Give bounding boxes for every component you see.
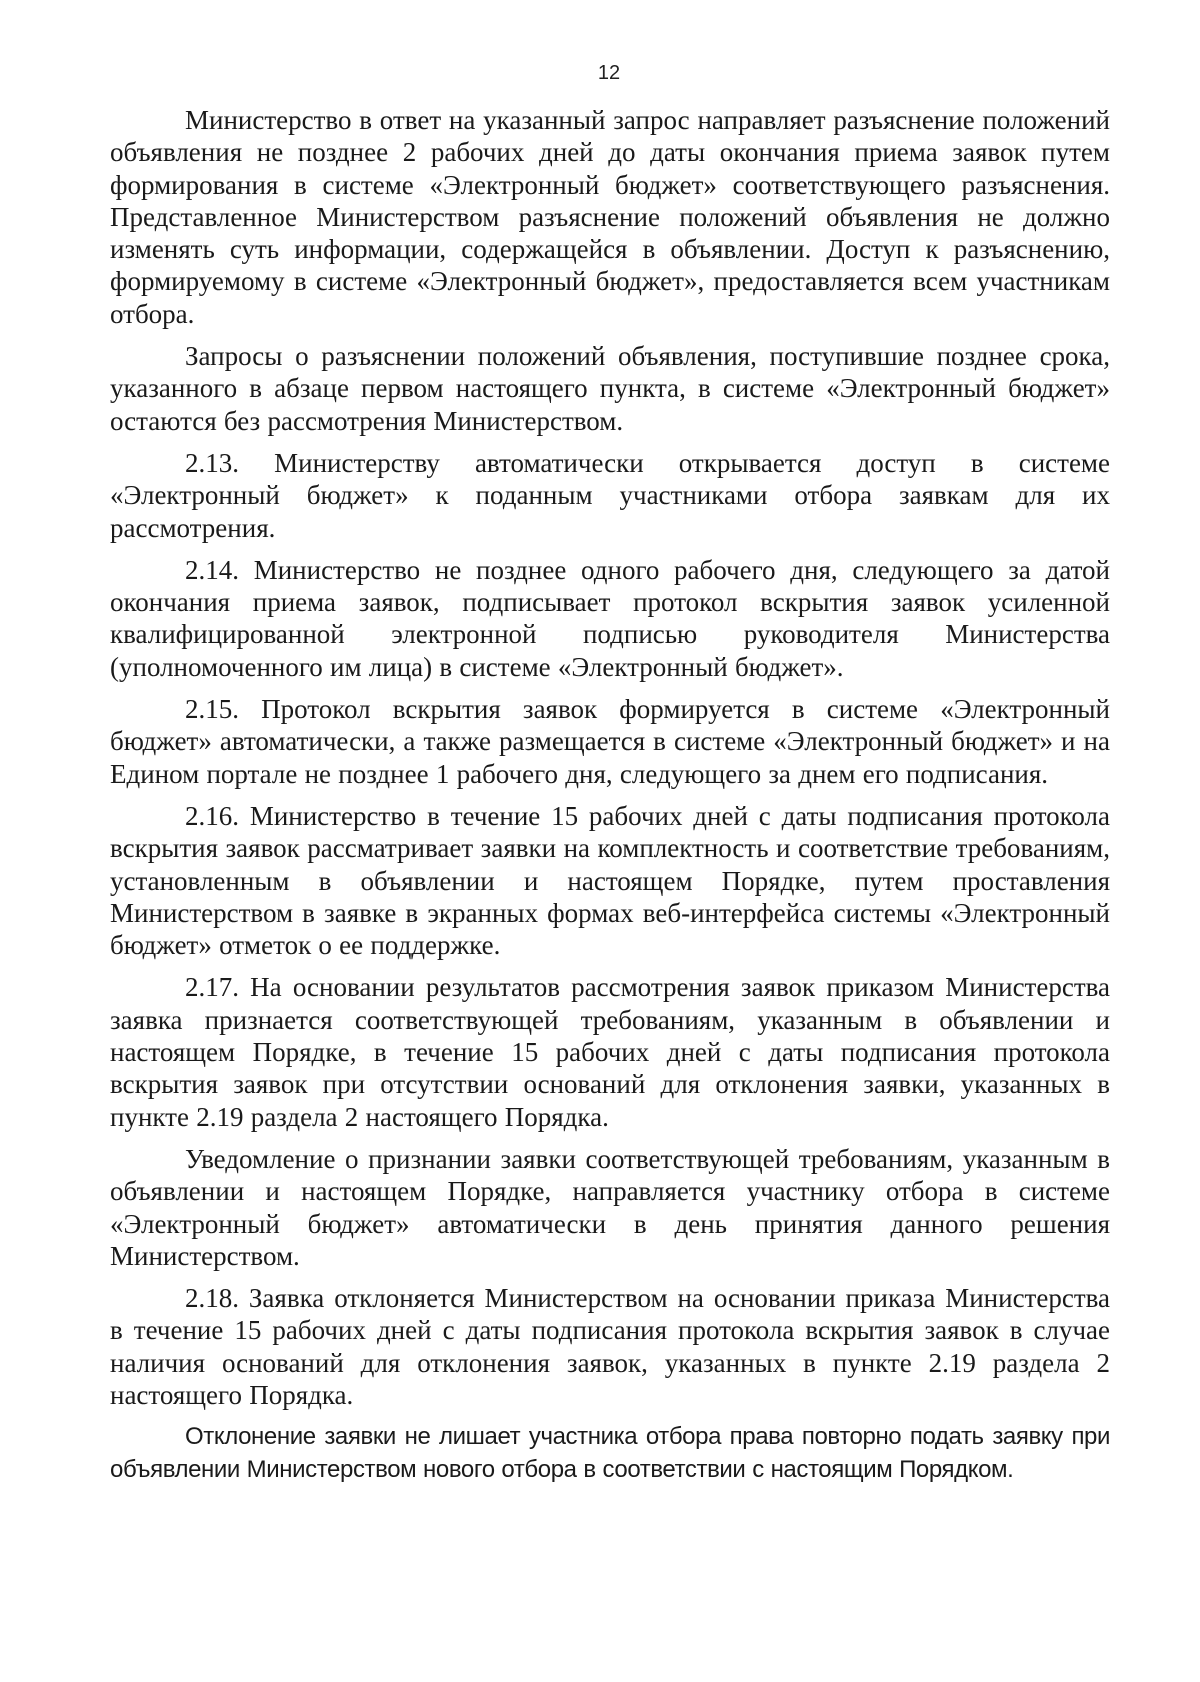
- page-number: 12: [597, 62, 621, 84]
- paragraph-2-15: 2.15. Протокол вскрытия заявок формируется в системе «Электронный бюджет» автоматически, а также размещается в системе «Электронный бюджет» и на Едином портале не позднее 1 рабочего дня, следующего за днем его подписания.: [110, 694, 1110, 789]
- paragraph-2-17: 2.17. На основании результатов рассмотрения заявок приказом Министерства заявка признается соответствующей требованиям, указанным в объявлении и настоящем Порядке, в течение 15 рабочих дней с даты подписания протокола вскрытия заявок при отсутствии оснований для отклонения заявки, указанных в пункте 2.19 раздела 2 настоящего Порядка.: [110, 972, 1110, 1132]
- paragraph-2-13: 2.13. Министерству автоматически открывается доступ в системе «Электронный бюджет» к поданным участниками отбора заявкам для их рассмотрения.: [110, 447, 1110, 543]
- paragraph-2-14: 2.14. Министерство не позднее одного рабочего дня, следующего за датой окончания приема заявок, подписывает протокол вскрытия заявок усиленной квалифицированной электронной подписью руководителя Министерства (уполномоченного им лица) в системе «Электронный бюджет».: [110, 554, 1110, 682]
- paragraph-rejection-note: Отклонение заявки не лишает участника отбора права повторно подать заявку при объявлении Министерством нового отбора в соответствии с настоящим Порядком.: [110, 1423, 1110, 1483]
- paragraph-late-requests: Запросы о разъяснении положений объявления, поступившие позднее срока, указанного в абзаце первом настоящего пункта, в системе «Электронный бюджет» остаются без рассмотрения Министерством.: [110, 341, 1110, 436]
- paragraph-2-16: 2.16. Министерство в течение 15 рабочих дней с даты подписания протокола вскрытия заявок рассматривает заявки на комплектность и соответствие требованиям, установленным в объявлении и настоящем Порядке, путем проставления Министерством в заявке в экранных формах веб-интерфейса системы «Электронный бюджет» отметок о ее поддержке.: [110, 800, 1110, 961]
- paragraph-clarification-response: Министерство в ответ на указанный запрос направляет разъяснение положений объявления не позднее 2 рабочих дней до даты окончания приема заявок путем формирования в системе «Электронный бюджет» соответствующего разъяснения. Представленное Министерством разъяснение положений объявления не должно изменять суть информации, содержащейся в объявлении. Доступ к разъяснению, формируемому в системе «Электронный бюджет», предоставляется всем участникам отбора.: [110, 105, 1110, 329]
- document-body: [110, 104, 1110, 1496]
- paragraph-2-18: 2.18. Заявка отклоняется Министерством на основании приказа Министерства в течение 15 рабочих дней с даты подписания протокола вскрытия заявок в случае наличия оснований для отклонения заявок, указанных в пункте 2.19 раздела 2 настоящего Порядка.: [110, 1283, 1110, 1410]
- paragraph-notification: Уведомление о признании заявки соответствующей требованиям, указанным в объявлении и настоящем Порядке, направляется участнику отбора в системе «Электронный бюджет» автоматически в день принятия данного решения Министерством.: [110, 1143, 1110, 1271]
